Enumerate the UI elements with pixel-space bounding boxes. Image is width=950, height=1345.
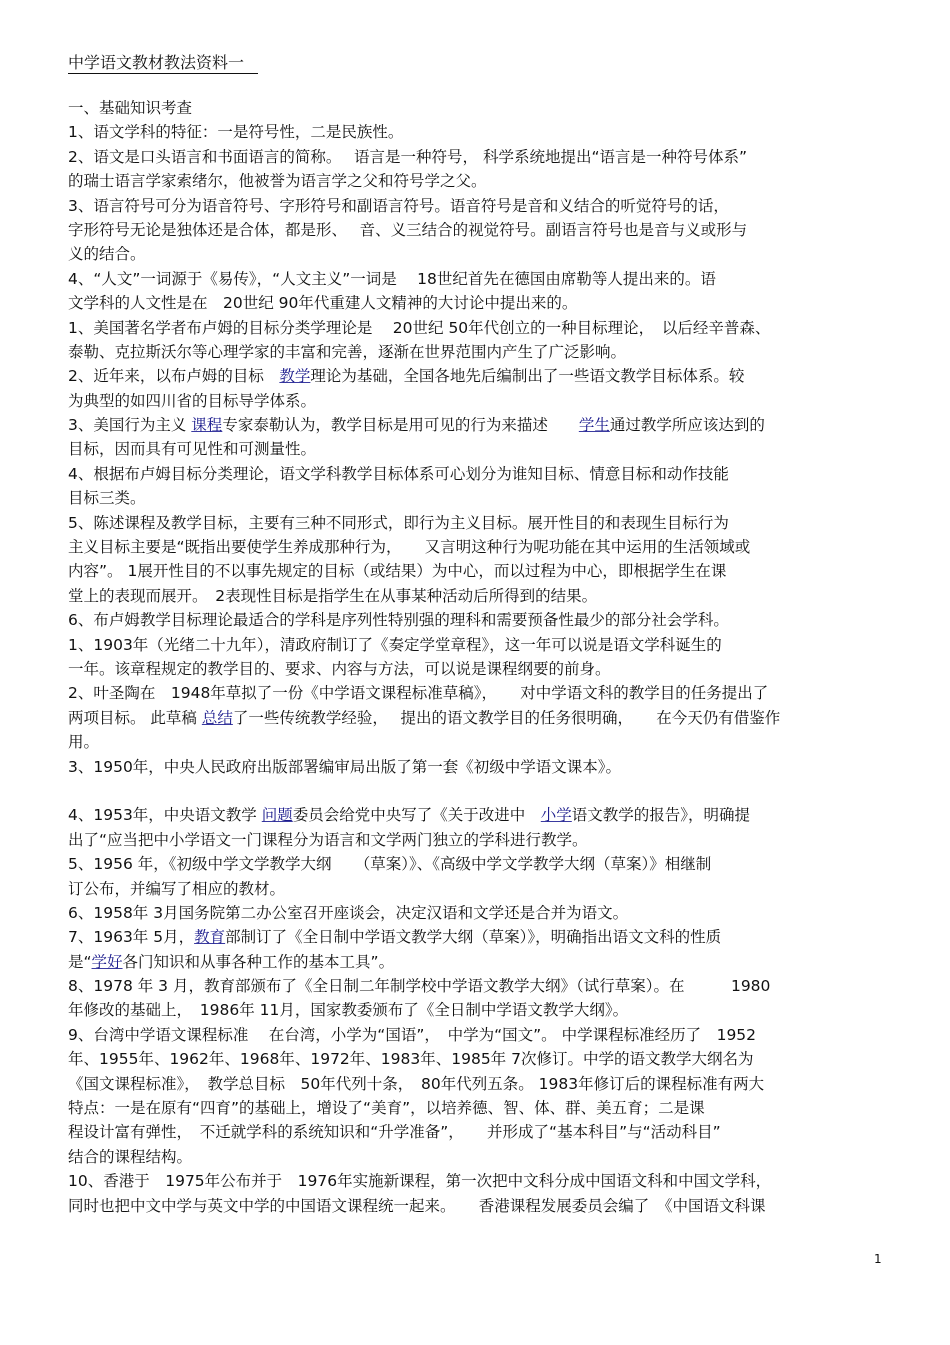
text-segment: 年、1955年、1962年、1968年、1972年、1983年、1985年 7次修订。中学的语文教学大纲名为 (68, 1050, 754, 1069)
text-line (68, 1194, 888, 1218)
text-line (68, 364, 888, 388)
text-line (68, 218, 888, 242)
text-segment: 出了“应当把中小学语文一门课程分为语言和文学两门独立的学科进行教学。 (68, 830, 588, 849)
text-line (68, 316, 888, 340)
text-line (68, 974, 888, 998)
text-segment: 结合的课程结构。 (68, 1147, 193, 1166)
text-segment: 1、语文学科的特征：一是符号性，二是民族性。 (68, 123, 404, 142)
text-line (68, 681, 888, 705)
text-line (68, 877, 888, 901)
text-segment: 堂上的表现而展开。 2表现性目标是指学生在从事某种活动后所得到的结果。 (68, 586, 598, 605)
text-line (68, 730, 888, 754)
text-segment: 程设计富有弹性， 不迁就学科的系统知识和“升学准备”， 并形成了“基本科目”与“活动科目” (68, 1123, 721, 1142)
text-line (68, 120, 888, 144)
text-line (68, 925, 888, 949)
text-segment: 2、语文是口头语言和书面语言的简称。 语言是一种符号， 科学系统地提出“语言是一种符号体系” (68, 147, 748, 166)
text-line (68, 462, 888, 486)
text-segment: 1、1903年（光绪二十九年），清政府制订了《奏定学堂章程》，这一年可以说是语文学科诞生的 (68, 635, 722, 654)
text-segment: 部制订了《全日制中学语文教学大纲（草案）》，明确指出语文文科的性质 (225, 928, 722, 947)
text-segment: 2、近年来，以布卢姆的目标 (68, 367, 280, 386)
text-line (68, 755, 888, 779)
text-segment: 5、1956 年，《初级中学文学教学大纲 （草案）》、《高级中学文学教学大纲（草案）》相继制 (68, 855, 712, 874)
text-segment: 各门知识和从事各种工作的基本工具”。 (122, 952, 395, 971)
text-segment: 1、美国著名学者布卢姆的目标分类学理论是 20世纪 50年代创立的一种目标理论， 以后经辛普森、 (68, 318, 771, 337)
text-segment: 年修改的基础上， 1986年 11月，国家教委颁布了《全日制中学语文教学大纲》。 (68, 1001, 629, 1020)
text-segment: 9、台湾中学语文课程标准 在台湾，小学为“国语”， 中学为“国文”。 中学课程标准经历了 1952 (68, 1025, 757, 1044)
document-header: 中学语文教材教法资料一 (68, 53, 258, 74)
text-segment: 的瑞士语言学家索绪尔，他被誉为语言学之父和符号学之父。 (68, 172, 487, 191)
text-segment: 3、美国行为主义 (68, 416, 192, 435)
text-line (68, 633, 888, 657)
text-line (68, 998, 888, 1022)
text-line (68, 340, 888, 364)
text-line (68, 901, 888, 925)
text-line (68, 1145, 888, 1169)
text-line (68, 486, 888, 510)
text-segment: 同时也把中文中学与英文中学的中国语文课程统一起来。 香港课程发展委员会编了 《中国语文科课 (68, 1196, 766, 1215)
text-segment: 了一些传统教学经验， 提出的语文教学目的任务很明确， 在今天仍有借鉴作 (232, 708, 781, 727)
text-segment: 3、语言符号可分为语音符号、字形符号和副语言符号。语音符号是音和义结合的听觉符号的话， (68, 196, 729, 215)
text-segment: 内容”。 1展开性目的不以事先规定的目标（或结果）为中心，而以过程为中心，即根据学生在课 (68, 562, 727, 581)
text-line (68, 413, 888, 437)
text-segment: 特点：一是在原有“四育”的基础上，增设了“美育”，以培养德、智、体、群、美五育；二是课 (68, 1099, 705, 1118)
keyword-link[interactable]: 教育 (194, 928, 226, 947)
text-line (68, 852, 888, 876)
keyword-link[interactable]: 总结 (201, 708, 233, 727)
text-segment: 是“ (68, 952, 92, 971)
text-segment: 6、布卢姆教学目标理论最适合的学科是序列性特别强的理科和需要预备性最少的部分社会学科。 (68, 611, 729, 630)
text-line (68, 1096, 888, 1120)
text-segment: 义的结合。 (68, 245, 146, 264)
text-line (68, 1047, 888, 1071)
text-line (68, 511, 888, 535)
text-segment: 订公布，并编写了相应的教材。 (68, 879, 286, 898)
text-line (68, 706, 888, 730)
text-line (68, 194, 888, 218)
text-line (68, 437, 888, 461)
text-segment: 3、1950年，中央人民政府出版部署编审局出版了第一套《初级中学语文课本》。 (68, 757, 622, 776)
text-segment: 委员会给党中央写了《关于改进中 (292, 806, 541, 825)
text-line (68, 96, 888, 120)
text-segment: 《国文课程标准》， 教学总目标 50年代列十条， 80年代列五条。 1983年修订后的课程标准有两大 (68, 1074, 765, 1093)
page-number: 1 (874, 1252, 882, 1266)
text-segment: 10、香港于 1975年公布并于 1976年实施新课程，第一次把中文科分成中国语文科和中国文学科， (68, 1172, 772, 1191)
text-segment: 用。 (68, 733, 100, 752)
keyword-link[interactable]: 教学 (279, 367, 311, 386)
text-line (68, 1023, 888, 1047)
document-body (68, 96, 888, 1218)
text-line (68, 950, 888, 974)
text-segment: 字形符号无论是独体还是合体，都是形、 音、义三结合的视觉符号。副语言符号也是音与义或形与 (68, 220, 748, 239)
text-segment: 2、叶圣陶在 1948年草拟了一份《中学语文课程标准草稿》， 对中学语文科的教学目的任务提出了 (68, 684, 769, 703)
text-line (68, 828, 888, 852)
text-segment: 文学科的人文性是在 20世纪 90年代重建人文精神的大讨论中提出来的。 (68, 294, 578, 313)
text-line (68, 803, 888, 827)
text-line (68, 267, 888, 291)
text-line (68, 145, 888, 169)
text-segment: 两项目标。 此草稿 (68, 708, 202, 727)
text-segment: 目标，因而具有可见性和可测量性。 (68, 440, 317, 459)
text-segment: 一年。该章程规定的教学目的、要求、内容与方法，可以说是课程纲要的前身。 (68, 659, 611, 678)
text-line (68, 291, 888, 315)
text-line (68, 1169, 888, 1193)
text-segment: 一、基础知识考查 (68, 99, 193, 117)
text-segment: 为典型的如四川省的目标导学体系。 (68, 391, 317, 410)
keyword-link[interactable]: 学生 (578, 416, 610, 435)
text-line (68, 535, 888, 559)
keyword-link[interactable]: 课程 (191, 416, 223, 435)
text-segment: 5、陈述课程及教学目标，主要有三种不同形式，即行为主义目标。展开性目的和表现生目标行为 (68, 513, 729, 532)
text-segment: 4、“人文”一词源于《易传》，“人文主义”一词是 18世纪首先在德国由席勒等人提出来的。语 (68, 269, 716, 288)
text-line (68, 1120, 888, 1144)
text-segment: 4、1953年，中央语文教学 (68, 806, 262, 825)
text-segment: 目标三类。 (68, 489, 146, 508)
text-line (68, 584, 888, 608)
keyword-link[interactable]: 学好 (91, 952, 123, 971)
text-segment: 8、1978 年 3 月，教育部颁布了《全日制二年制学校中学语文教学大纲》（试行草案）。在 1980 (68, 977, 771, 996)
text-segment: 通过教学所应该达到的 (609, 416, 765, 435)
text-line (68, 657, 888, 681)
blank-line (68, 779, 888, 803)
text-line (68, 559, 888, 583)
keyword-link[interactable]: 小学 (540, 806, 572, 825)
keyword-link[interactable]: 问题 (261, 806, 293, 825)
text-segment: 泰勒、克拉斯沃尔等心理学家的丰富和完善，逐渐在世界范围内产生了广泛影响。 (68, 342, 627, 361)
text-segment: 4、根据布卢姆目标分类理论，语文学科教学目标体系可心划分为谁知目标、情意目标和动作技能 (68, 464, 729, 483)
text-line (68, 169, 888, 193)
text-line (68, 242, 888, 266)
text-segment: 理论为基础，全国各地先后编制出了一些语文教学目标体系。较 (310, 367, 745, 386)
text-segment: 主义目标主要是“既指出要使学生养成那种行为， 又言明这种行为呢功能在其中运用的生活领域或 (68, 538, 751, 557)
text-segment: 6、1958年 3月国务院第二办公室召开座谈会，决定汉语和文学还是合并为语文。 (68, 903, 629, 922)
text-line (68, 1072, 888, 1096)
text-segment: 7、1963年 5月， (68, 928, 195, 947)
text-line (68, 389, 888, 413)
text-line (68, 608, 888, 632)
text-segment: 语文教学的报告》，明确提 (571, 806, 751, 825)
text-segment: 专家泰勒认为，教学目标是用可见的行为来描述 (222, 416, 579, 435)
